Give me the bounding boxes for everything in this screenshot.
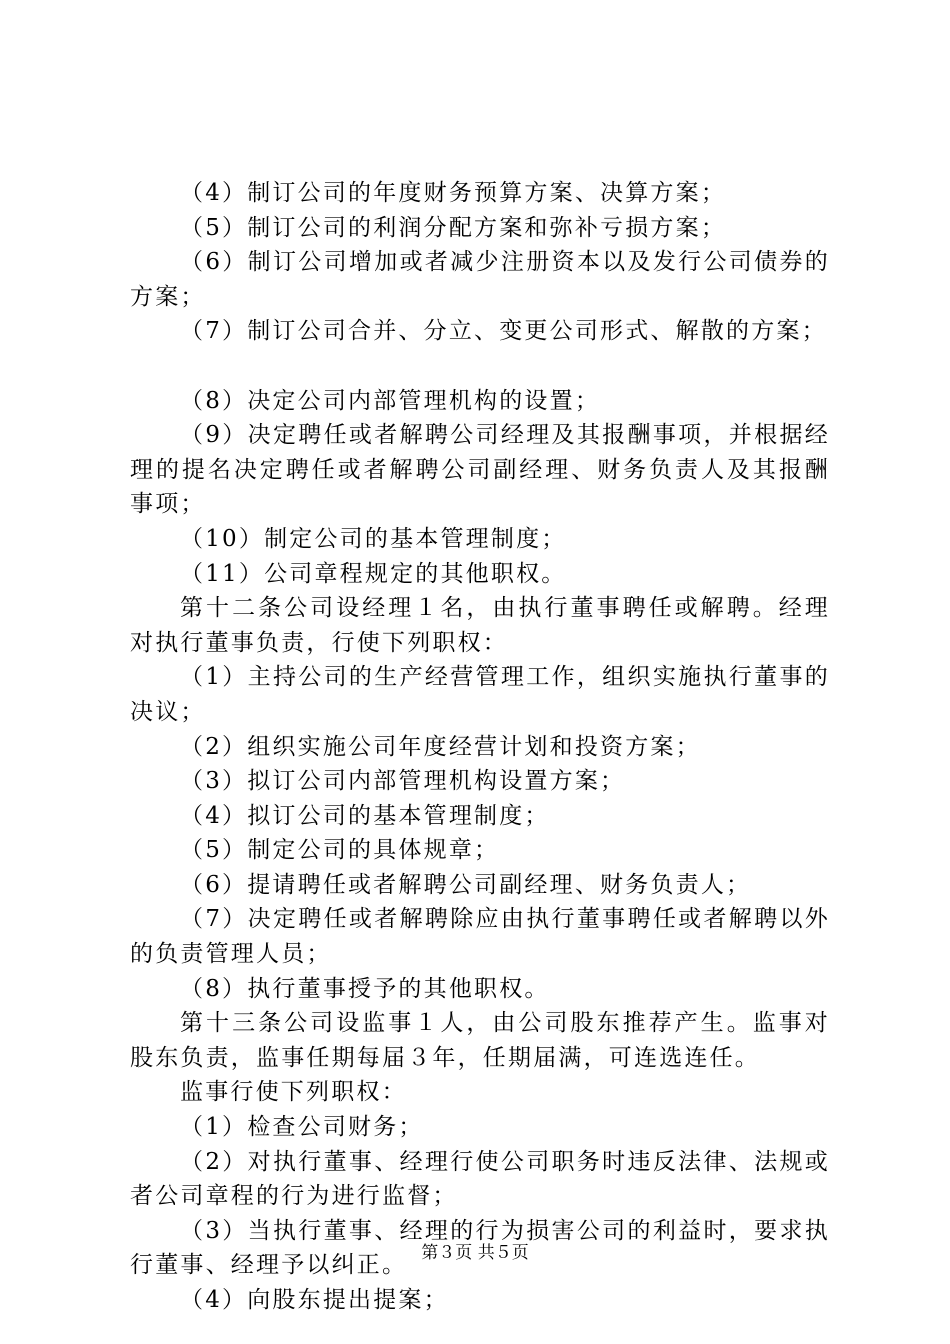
paragraph: （2）对执行董事、经理行使公司职务时违反法律、法规或者公司章程的行为进行监督； (130, 1148, 830, 1210)
paragraph: （8）执行董事授予的其他职权。 (180, 975, 550, 1002)
paragraph: （6）提请聘任或者解聘公司副经理、财务负责人； (180, 871, 752, 898)
paragraph: （4）向股东提出提案； (180, 1287, 449, 1313)
blank-line (130, 349, 830, 384)
paragraph: （8）决定公司内部管理机构的设置； (180, 387, 601, 414)
paragraph: （1）检查公司财务； (180, 1114, 424, 1141)
paragraph: （3）当执行董事、经理的行为损害公司的利益时，要求执行董事、经理予以纠正。 (130, 1217, 830, 1279)
paragraph: （5）制订公司的利润分配方案和弥补亏损方案； (180, 214, 727, 241)
paragraph: （5）制定公司的具体规章； (180, 837, 500, 864)
article-paragraph: 第十二条公司设经理１名，由执行董事聘任或解聘。经理对执行董事负责，行使下列职权： (130, 595, 830, 656)
paragraph: （6）制订公司增加或者减少注册资本以及发行公司债券的方案； (130, 249, 830, 310)
paragraph: （7）决定聘任或者解聘除应由执行董事聘任或者解聘以外的负责管理人员； (130, 906, 830, 968)
paragraph: （2）组织实施公司年度经营计划和投资方案； (180, 733, 701, 760)
paragraph: （9）决定聘任或者解聘公司经理及其报酬事项，并根据经理的提名决定聘任或者解聘公司副经理、财务负责人及其报酬事项； (130, 422, 830, 518)
paragraph: （7）制订公司合并、分立、变更公司形式、解散的方案； (180, 318, 827, 345)
paragraph: （1）主持公司的生产经营管理工作，组织实施执行董事的决议； (130, 664, 830, 725)
paragraph: （4）拟订公司的基本管理制度； (180, 802, 550, 829)
page-number-footer: 第３页 共５页 (421, 1243, 529, 1263)
article-paragraph: 第十三条公司设监事１人，由公司股东推荐产生。监事对股东负责，监事任期每届３年，任期届满，可连选连任。 (130, 1010, 830, 1071)
paragraph: （10）制定公司的基本管理制度； (180, 525, 567, 552)
document-body (130, 176, 830, 1318)
paragraph: （3）拟订公司内部管理机构设置方案； (180, 768, 626, 795)
paragraph: （11）公司章程规定的其他职权。 (180, 560, 567, 587)
paragraph: （4）制订公司的年度财务预算方案、决算方案； (180, 180, 727, 206)
paragraph: 监事行使下列职权： (180, 1079, 407, 1106)
